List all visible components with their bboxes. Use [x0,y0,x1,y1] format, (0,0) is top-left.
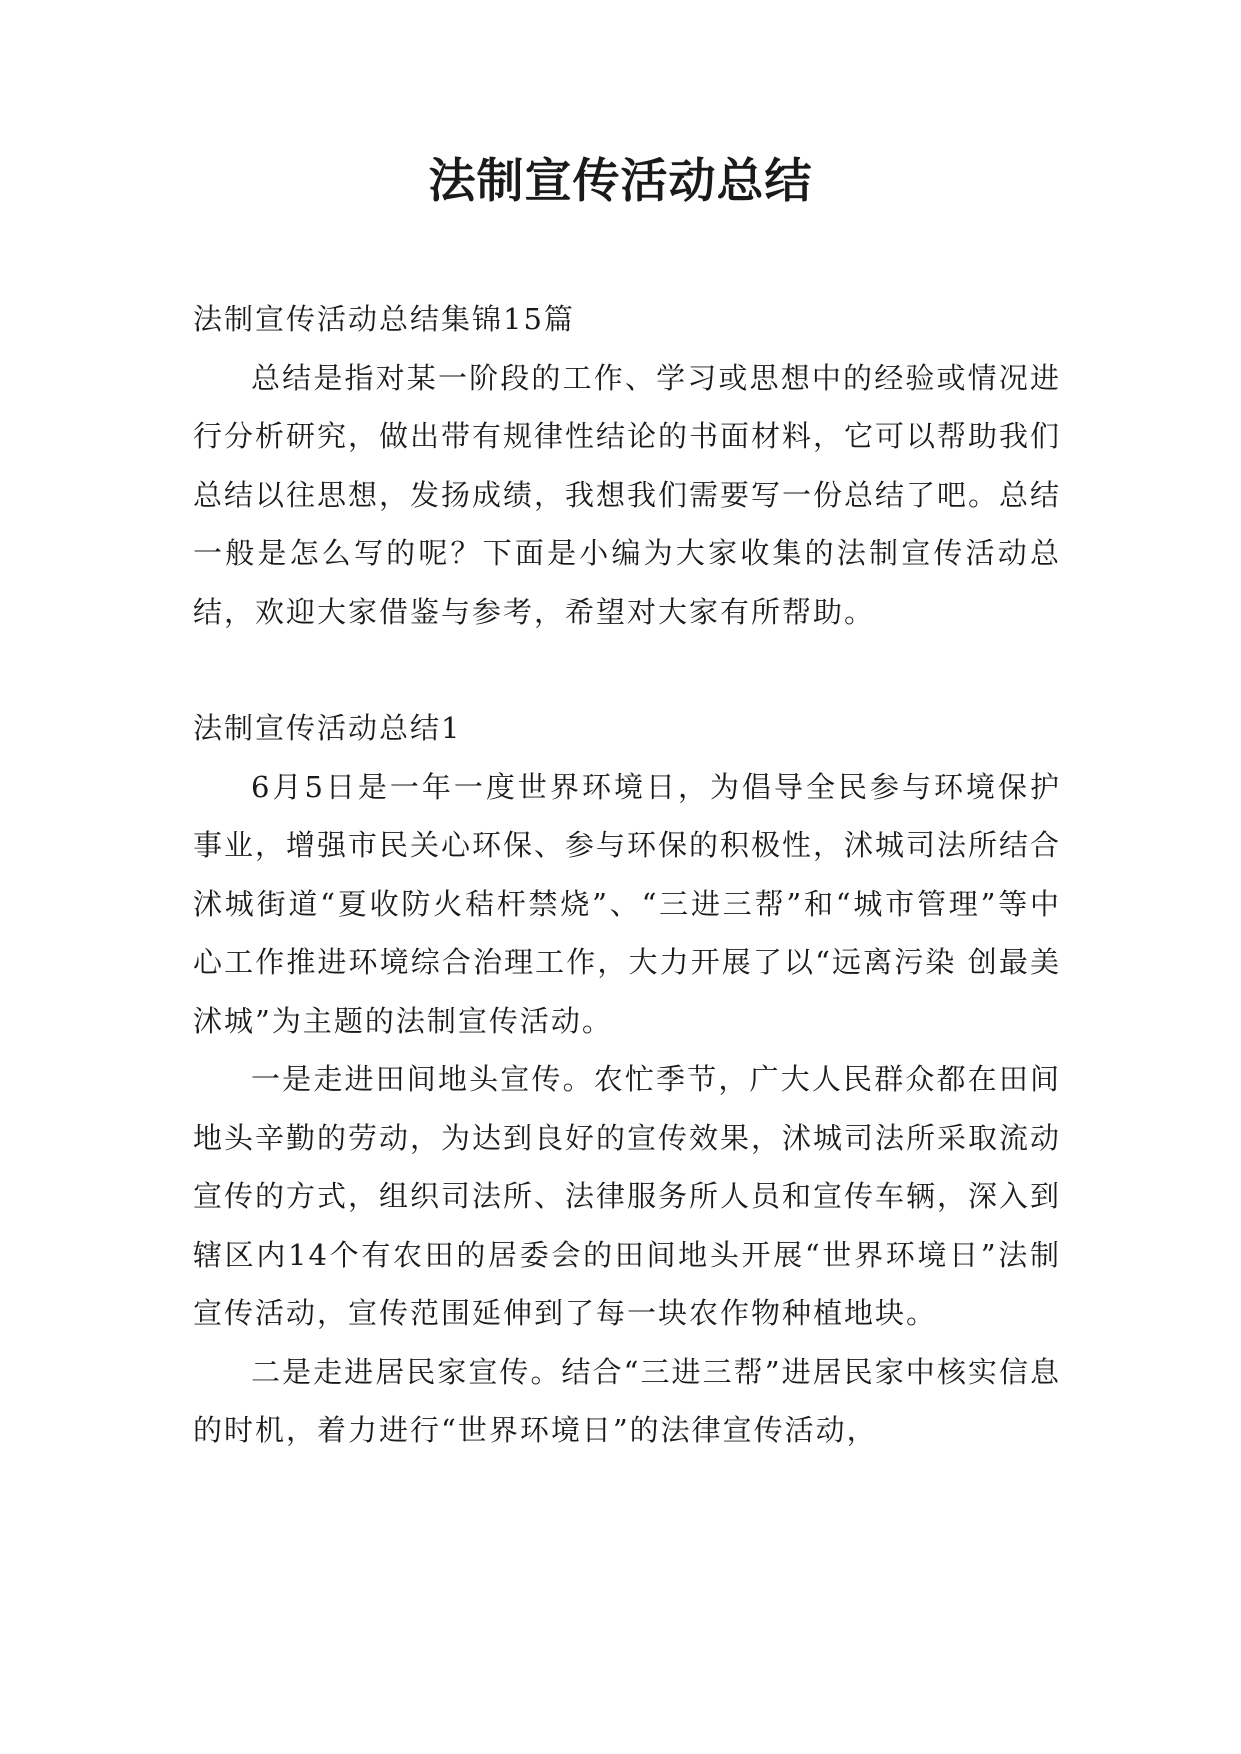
section-spacer [193,641,1061,699]
body-paragraph: 二是走进居民家宣传。结合“三进三帮”进居民家中核实信息的时机，着力进行“世界环境日”的法律宣传活动， [193,1354,1061,1447]
document-title: 法制宣传活动总结 [428,154,813,209]
collection-heading: 法制宣传活动总结集锦15篇 [193,302,575,336]
section-heading: 法制宣传活动总结1 [193,711,462,745]
intro-paragraph: 总结是指对某一阶段的工作、学习或思想中的经验或情况进行分析研究，做出带有规律性结论的书面材料，它可以帮助我们总结以往思想，发扬成绩，我想我们需要写一份总结了吧。总结一般是怎么写的呢？下面是小编为大家收集的法制宣传活动总结，欢迎大家借鉴与参考，希望对大家有所帮助。 [193,360,1062,629]
body-paragraph: 一是走进田间地头宣传。农忙季节，广大人民群众都在田间地头辛勤的劳动，为达到良好的宣传效果，沭城司法所采取流动宣传的方式，组织司法所、法律服务所人员和宣传车辆，深入到辖区内14个有农田的居委会的田间地头开展“世界环境日”法制宣传活动，宣传范围延伸到了每一块农作物种植地块。 [193,1062,1062,1330]
document-body [193,290,1061,1460]
body-paragraph: 6月5日是一年一度世界环境日，为倡导全民参与环境保护事业，增强市民关心环保、参与环保的积极性，沭城司法所结合沭城街道“夏收防火秸杆禁烧”、“三进三帮”和“城市管理”等中心工作推进环境综合治理工作，大力开展了以“远离污染 创最美沭城”为主题的法制宣传活动。 [193,769,1062,1038]
